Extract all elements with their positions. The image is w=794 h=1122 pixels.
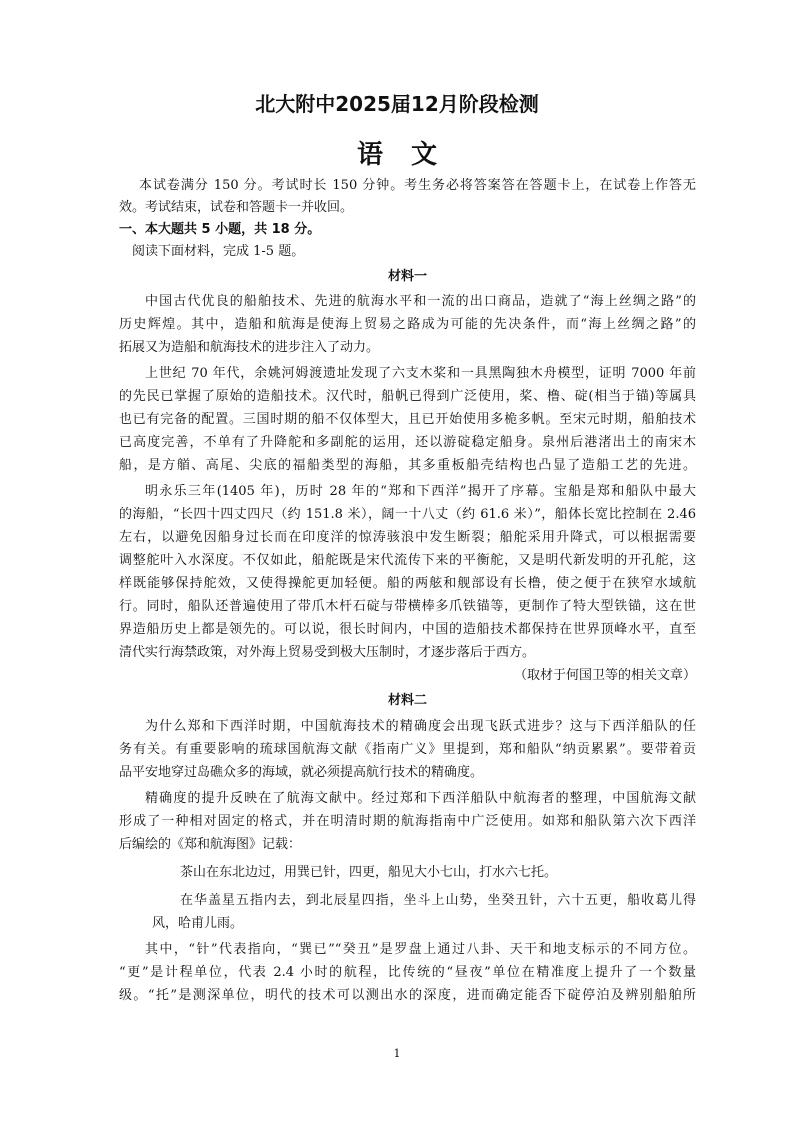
material-2-line: 后编绘的《郑和航海图》记载： [119, 837, 302, 852]
material-1-line: 船，是方艏、高尾、尖底的福船类型的海船，其多重板船壳结构也凸显了造船工艺的先进。 [119, 458, 696, 473]
section-heading: 一、本大题共 5 小题，共 18 分。 [119, 222, 321, 237]
material-1-line: 也已有完备的配置。三国时期的船不仅体型大，且已开始使用多桅多帆。至宋元时期，船舶技术 [119, 412, 696, 427]
material-2-line: 务有关。有重要影响的琉球国航海文献《指南广义》里提到，郑和船队“纳贡累累”。要带着贡 [119, 742, 696, 757]
material-1-title: 材料一 [387, 269, 427, 284]
page-number: 1 [393, 1047, 401, 1060]
exam-title: 北大附中2025届12月阶段检测 [255, 92, 539, 116]
material-1-line: 行。同时，船队还普遍使用了带爪木杆石碇与带横棒多爪铁锚等，更制作了特大型铁锚，这在世 [119, 599, 696, 614]
material-1-line: 界造船历史上都是领先的。可以说，很长时间内，中国的造船技术都保持在世界顶峰水平，直至 [119, 622, 696, 637]
material-2-line: 为什么郑和下西洋时期，中国航海技术的精确度会出现飞跃式进步？这与下西洋船队的任 [145, 719, 696, 734]
material-1-line: 左右，以避免因船身过长而在印度洋的惊涛骇浪中发生断裂；船舵采用升降式，可以根据需要 [119, 530, 696, 545]
material-1-line: 的海船，“长四十四丈四尺（约 151.8 米），阔一十八丈（约 61.6 米）”，船体长宽比控制在 2.46 [119, 507, 696, 522]
material-1-line: 调整舵叶入水深度。不仅如此，船舵既是宋代流传下来的平衡舵，又是明代新发明的开孔舵，这 [119, 553, 696, 568]
subject-title: 语文 [356, 140, 465, 170]
navigation-record-line: 风，哈甫儿雨。 [152, 916, 244, 931]
material-2-title: 材料二 [387, 693, 427, 708]
instructions-line-2: 效。考试结束，试卷和答题卡一并收回。 [119, 200, 354, 215]
navigation-record-line: 茶山在东北边过，用巽已针，四更，船见大小七山，打水六七托。 [180, 865, 558, 880]
material-1-line: 的先民已掌握了原始的造船技术。汉代时，船帆已得到广泛使用，桨、橹、碇(相当于锚)等属具 [119, 389, 696, 404]
material-1-line: 已高度完善，不单有了升降舵和多副舵的运用，还以游碇稳定船身。泉州后港渚出土的南宋木 [119, 435, 696, 450]
material-2-line: 精确度的提升反映在了航海文献中。经过郑和下西洋船队中航海者的整理，中国航海文献 [145, 791, 696, 806]
navigation-record-line: 在华盖星五指内去，到北辰星四指，坐斗上山势，坐癸丑针，六十五更，船收葛儿得 [180, 893, 696, 908]
section-prompt: 阅读下面材料，完成 1-5 题。 [132, 244, 305, 259]
material-2-line: 品平安地穿过岛礁众多的海域，就必须提高航行技术的精确度。 [119, 765, 484, 780]
material-2-line: 形成了一种相对固定的格式，并在明清时期的航海指南中广泛使用。如郑和船队第六次下西洋 [119, 814, 696, 829]
material-1-line: 上世纪 70 年代，余姚河姆渡遗址发现了六支木桨和一具黑陶独木舟模型，证明 7000 年前 [145, 366, 696, 381]
material-1-line: 历史辉煌。其中，造船和航海是使海上贸易之路成为可能的先决条件，而“海上丝绸之路”的 [119, 317, 696, 332]
material-1-line: 样既能够保持舵效，又使得操舵更加轻便。船的两舷和舰部设有长橹，使之便于在狭窄水域航 [119, 576, 696, 591]
material-2-line: “更”是计程单位，代表 2.4 小时的航程，比传统的“昼夜”单位在精准度上提升了一个数量 [119, 965, 696, 980]
material-1-line: 中国古代优良的船舶技术、先进的航海水平和一流的出口商品，造就了“海上丝绸之路”的 [145, 294, 696, 309]
material-1-line: 拓展又为造船和航海技术的进步注入了动力。 [119, 340, 380, 355]
instructions-line-1: 本试卷满分 150 分。考试时长 150 分钟。考生务必将答案答在答题卡上，在试卷上作答无 [139, 178, 696, 193]
material-1-line: 清代实行海禁政策，对外海上贸易受到极大压制时，才逐步落后于西方。 [119, 645, 536, 660]
material-2-line: 其中，“针”代表指向，“巽已”“癸丑”是罗盘上通过八卦、天干和地支标示的不同方位。 [145, 942, 696, 957]
material-1-source: （取材于何国卫等的相关文章） [513, 668, 696, 683]
material-2-line: 级。“托”是测深单位，明代的技术可以测出水的深度，进而确定能否下碇停泊及辨别船舶所 [119, 988, 696, 1003]
material-1-line: 明永乐三年(1405 年)，历时 28 年的“郑和下西洋”揭开了序幕。宝船是郑和船队中最大 [145, 484, 696, 499]
